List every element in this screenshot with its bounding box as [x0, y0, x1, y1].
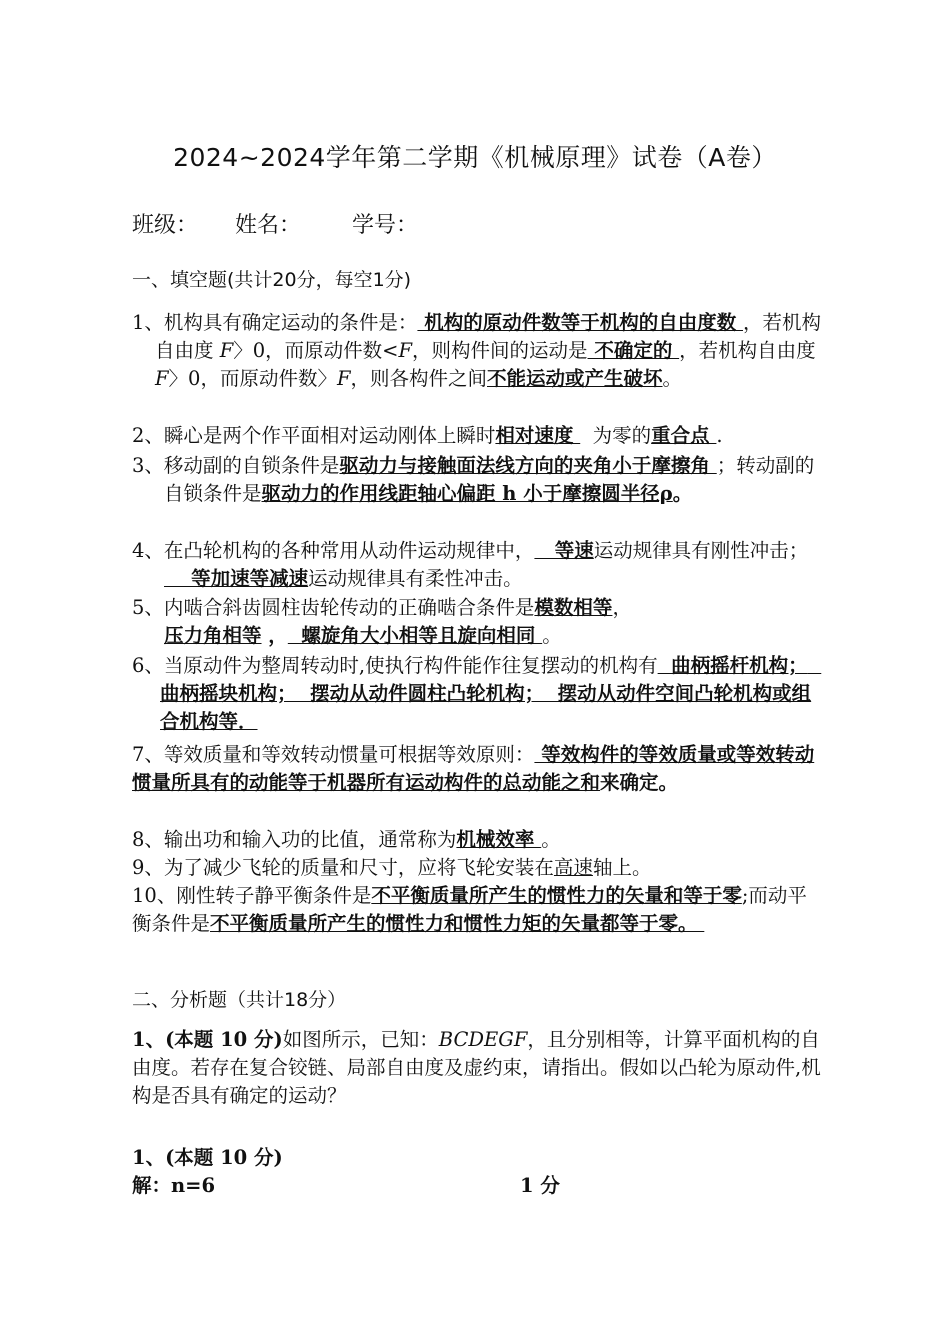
q5-text: 。 — [542, 624, 562, 647]
q1-text: ，若机构自由度 — [679, 339, 816, 362]
q1-text: 〉0，而原动件数< — [233, 339, 399, 362]
student-info — [132, 208, 418, 239]
q3-text: ；转动副的自锁条件是 — [164, 454, 815, 505]
q1-text: 〉0，而原动件数〉 — [168, 367, 337, 390]
q1-answer-1: 机构的原动件数等于机构的自由度数 — [417, 311, 743, 334]
analysis-q1-variable: BCDEGF — [438, 1028, 528, 1051]
q7-text: 来确定。 — [600, 771, 679, 794]
q7-text: 7、等效质量和等效转动惯量可根据等效原则： — [132, 743, 535, 766]
analysis-question-1 — [132, 1026, 822, 1110]
question-7 — [132, 741, 822, 797]
question-6 — [132, 652, 822, 736]
q1-text: ，则构件间的运动是 — [412, 339, 588, 362]
q9-text: 9、为了减少飞轮的质量和尺寸，应将飞轮安装在 — [132, 856, 554, 879]
question-4 — [132, 537, 822, 593]
answer-lead: 1、(本题 10 分) — [132, 1146, 283, 1169]
q6-answer: 曲柄摇杆机构； 曲柄摇块机构； 摆动从动件圆柱凸轮机构； 摆动从动件空间凸轮机构或组合机构等． — [160, 654, 822, 733]
q5-answer-3: 螺旋角大小相等且旋向相同 — [287, 624, 543, 647]
q5-answer-1: 模数相等 — [534, 596, 613, 619]
q1-text: 。 — [662, 367, 683, 390]
question-10 — [132, 882, 822, 938]
q1-answer-2: 不确定的 — [587, 339, 680, 362]
question-2 — [132, 422, 822, 450]
exam-title: 2024~2024学年第二学期《机械原理》试卷（A卷） — [173, 143, 777, 172]
q1-variable: F — [336, 367, 351, 390]
question-5 — [132, 594, 822, 650]
q8-text: 。 — [541, 828, 561, 851]
q1-variable: F — [398, 339, 413, 362]
question-3 — [132, 452, 822, 508]
q7-answer: 等效构件的等效质量或等效转动惯量所具有的动能等于机器所有运动构件的总动能之和 — [132, 743, 815, 794]
q3-text: 。 — [672, 482, 693, 505]
q3-answer-1: 驱动力与接触面法线方向的夹角小于摩擦角 — [339, 454, 717, 477]
q2-text: . — [716, 424, 723, 447]
q5-text: ， — [612, 596, 632, 619]
q4-text: 运动规律具有柔性冲击。 — [308, 567, 523, 590]
class-label: 班级： — [132, 213, 199, 238]
q2-text: 2、瞬心是两个作平面相对运动刚体上瞬时 — [132, 424, 496, 447]
q5-answer-2: 压力角相等 — [164, 624, 262, 647]
section2-heading: 二、分析题（共计18分） — [132, 989, 347, 1011]
analysis-q1-text: ，且分别相等，计算平面机构的自由度。若存在复合铰链、局部自由度及虚约束，请指出。假如以凸轮为原动件,机构是否具有确定的运动？ — [132, 1028, 821, 1107]
q3-answer-2: 驱动力的作用线距轴心偏距 h 小于摩擦圆半径ρ — [261, 482, 673, 505]
q4-answer-2: 等加速等减速 — [164, 567, 309, 590]
q1-text: ，若机构自由度 — [155, 311, 822, 362]
student-id-label: 学号： — [352, 213, 419, 238]
q2-answer-2: 重合点 — [651, 424, 717, 447]
q2-text: 为零的 — [580, 424, 652, 447]
q9-answer: 高速 — [553, 856, 593, 879]
q8-text: 8、输出功和输入功的比值，通常称为 — [132, 828, 457, 851]
q10-text: 10、刚性转子静平衡条件是 — [132, 884, 372, 907]
q8-answer: 机械效率 — [456, 828, 542, 851]
q9-text: 轴上。 — [592, 856, 652, 879]
q1-text: ，则各构件之间 — [350, 367, 487, 390]
q10-text: ;而动平衡条件是 — [132, 884, 807, 935]
q1-variable: F — [155, 367, 169, 390]
analysis-q1-text: 如图所示，已知： — [282, 1028, 439, 1051]
analysis-q1-lead: 1、(本题 10 分) — [132, 1028, 283, 1051]
answer-score: 1 分 — [520, 1174, 560, 1197]
q1-answer-3: 不能运动或产生破坏 — [487, 367, 663, 390]
q10-answer-2: 不平衡质量所产生的惯性力和惯性力矩的矢量都等于零。 — [210, 912, 705, 935]
q10-answer-1: 不平衡质量所产生的惯性力的矢量和等于零 — [371, 884, 742, 907]
q1-text: 1、机构具有确定运动的条件是： — [132, 311, 418, 334]
q4-text: 4、在凸轮机构的各种常用从动件运动规律中， — [132, 539, 535, 562]
name-label: 姓名： — [235, 213, 302, 238]
q2-answer-1: 相对速度 — [495, 424, 581, 447]
q5-text: 5、内啮合斜齿圆柱齿轮传动的正确啮合条件是 — [132, 596, 535, 619]
answer-line: 解：n=6 — [132, 1174, 216, 1197]
section1-heading: 一、填空题(共计20分，每空1分) — [132, 269, 412, 291]
q5-text: ， — [261, 624, 288, 647]
q1-variable: F — [219, 339, 234, 362]
q6-text: 6、当原动件为整周转动时,使执行构件能作往复摆动的机构有 — [132, 654, 658, 677]
question-8 — [132, 826, 822, 854]
question-9 — [132, 854, 822, 882]
q3-text: 3、移动副的自锁条件是 — [132, 454, 340, 477]
question-1 — [132, 309, 822, 393]
q4-text: 运动规律具有刚性冲击； — [593, 539, 809, 562]
q4-answer-1: 等速 — [534, 539, 594, 562]
